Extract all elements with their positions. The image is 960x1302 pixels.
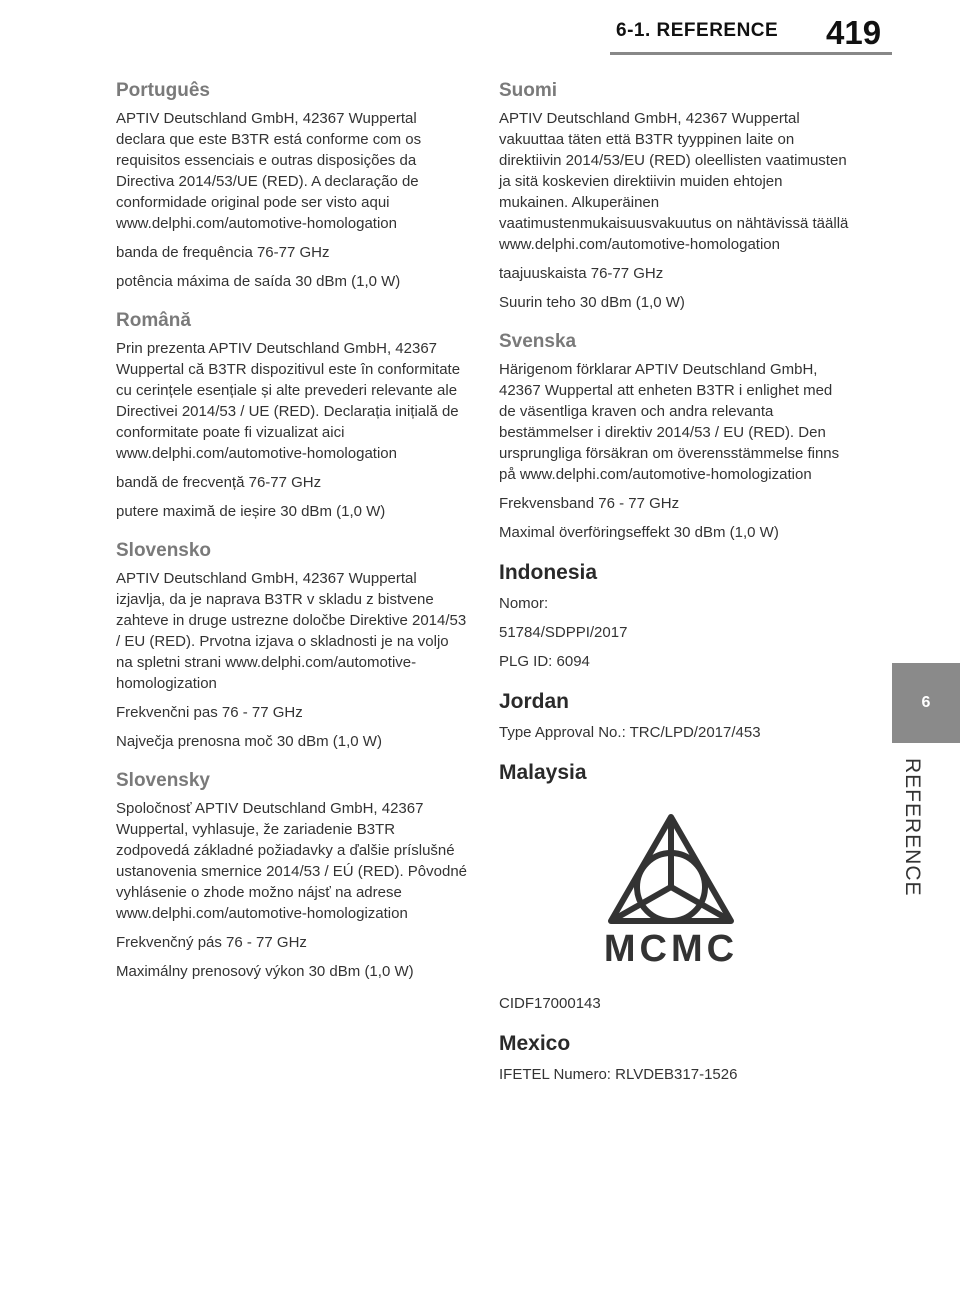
section-paragraph: Frekvenčni pas 76 - 77 GHz [116,704,303,721]
section-paragraph: Spoločnosť APTIV Deutschland GmbH, 42367 Wuppertal, vyhlasuje, že zariadenie B3TR zodpovedá základné požiadavky a ďalšie príslušné ustanovenia smernice 2014/53 / EÚ (RED). Pôvodné vyhlásenie o zhode možno nájsť na adrese www.delphi.com/automotive-homologization [116,800,468,922]
section-paragraph: APTIV Deutschland GmbH, 42367 Wuppertal izjavlja, da je naprava B3TR v skladu z bistvene zahteve in druge ustrezne določbe Direktive 2014/53 / EU (RED). Prvotna izjava o skladnosti je na voljo na spletni strani www.delphi.com/automotive-homologization [116,570,467,692]
section-malaysia [499,761,849,1014]
country-heading: Indonesia [499,561,598,584]
section-heading: Português [116,80,210,101]
section-portugues [116,80,468,292]
right-column [499,80,849,1093]
section-paragraph: Härigenom förklarar APTIV Deutschland GmbH, 42367 Wuppertal att enheten B3TR i enlighet med de väsentliga kraven och andra relevanta bestämmelser i direktiv 2014/53 / EU (RED). Den ursprungliga försäkran om överensstämmelse finns på www.delphi.com/automotive-homologization [499,361,840,483]
section-paragraph: Prin prezenta APTIV Deutschland GmbH, 42367 Wuppertal că B3TR dispozitivul este în conformitate cu cerințele esențiale și alte prevederi relevante ale Directivei 2014/53 / UE (RED). Declarația inițială de conformitate poate fi vizualizat aici www.delphi.com/automotive-homologation [116,340,461,462]
mcmc-logo-text: MCMC [603,928,739,970]
section-paragraph: Največja prenosna moč 30 dBm (1,0 W) [116,733,382,750]
section-paragraph: potência máxima de saída 30 dBm (1,0 W) [116,273,401,290]
chapter-tab: 6 [892,663,960,743]
section-paragraph: putere maximă de ieșire 30 dBm (1,0 W) [116,503,386,520]
country-heading: Jordan [499,690,570,713]
section-heading: Română [116,310,191,331]
left-column [116,80,468,1000]
indonesia-line: PLG ID: 6094 [499,653,590,670]
section-slovensko [116,540,468,752]
section-paragraph: Frekvensband 76 - 77 GHz [499,495,680,512]
jordan-text: Type Approval No.: TRC/LPD/2017/453 [499,724,761,741]
side-label: REFERENCE [901,758,924,897]
mexico-text: IFETEL Numero: RLVDEB317-1526 [499,1066,738,1083]
header-title: 6-1. REFERENCE [616,20,779,41]
section-paragraph: Maximal överföringseffekt 30 dBm (1,0 W) [499,524,779,541]
section-paragraph: APTIV Deutschland GmbH, 42367 Wuppertal vakuuttaa täten että B3TR tyyppinen laite on direktiivin 2014/53/EU (RED) oleellisten vaatimusten ja sitä koskevien direktiivin muiden ehtojen mukainen. Alkuperäinen vaatimustenmukaisuusvakuutus on nähtävissä täällä www.delphi.com/automotive-homologation [499,110,849,253]
section-paragraph: APTIV Deutschland GmbH, 42367 Wuppertal declara que este B3TR está conforme com os requisitos essenciais e outras disposições da Directiva 2014/53/UE (RED). A declaração de conformidade original pode ser visto aqui www.delphi.com/automotive-homologation [116,110,422,232]
section-paragraph: Suurin teho 30 dBm (1,0 W) [499,294,685,311]
section-indonesia [499,561,849,672]
country-heading: Mexico [499,1032,571,1055]
section-svenska [499,331,849,543]
mcmc-logo-icon [581,811,761,971]
section-heading: Suomi [499,80,558,101]
section-heading: Svenska [499,331,577,352]
section-paragraph: banda de frequência 76-77 GHz [116,244,330,261]
indonesia-line: 51784/SDPPI/2017 [499,624,628,641]
section-romana [116,310,468,522]
section-mexico [499,1032,849,1085]
section-jordan [499,690,849,743]
country-heading: Malaysia [499,761,587,784]
section-suomi [499,80,849,313]
header-rule [610,52,892,55]
indonesia-line: Nomor: [499,595,549,612]
malaysia-code: CIDF17000143 [499,995,601,1012]
section-paragraph: taajuuskaista 76-77 GHz [499,265,664,282]
section-heading: Slovensko [116,540,212,561]
section-paragraph: Frekvenčný pás 76 - 77 GHz [116,934,307,951]
section-paragraph: bandă de frecvență 76-77 GHz [116,474,322,491]
section-heading: Slovensky [116,770,210,791]
page-number: 419 [826,14,882,51]
section-slovensky [116,770,468,982]
section-paragraph: Maximálny prenosový výkon 30 dBm (1,0 W) [116,963,414,980]
